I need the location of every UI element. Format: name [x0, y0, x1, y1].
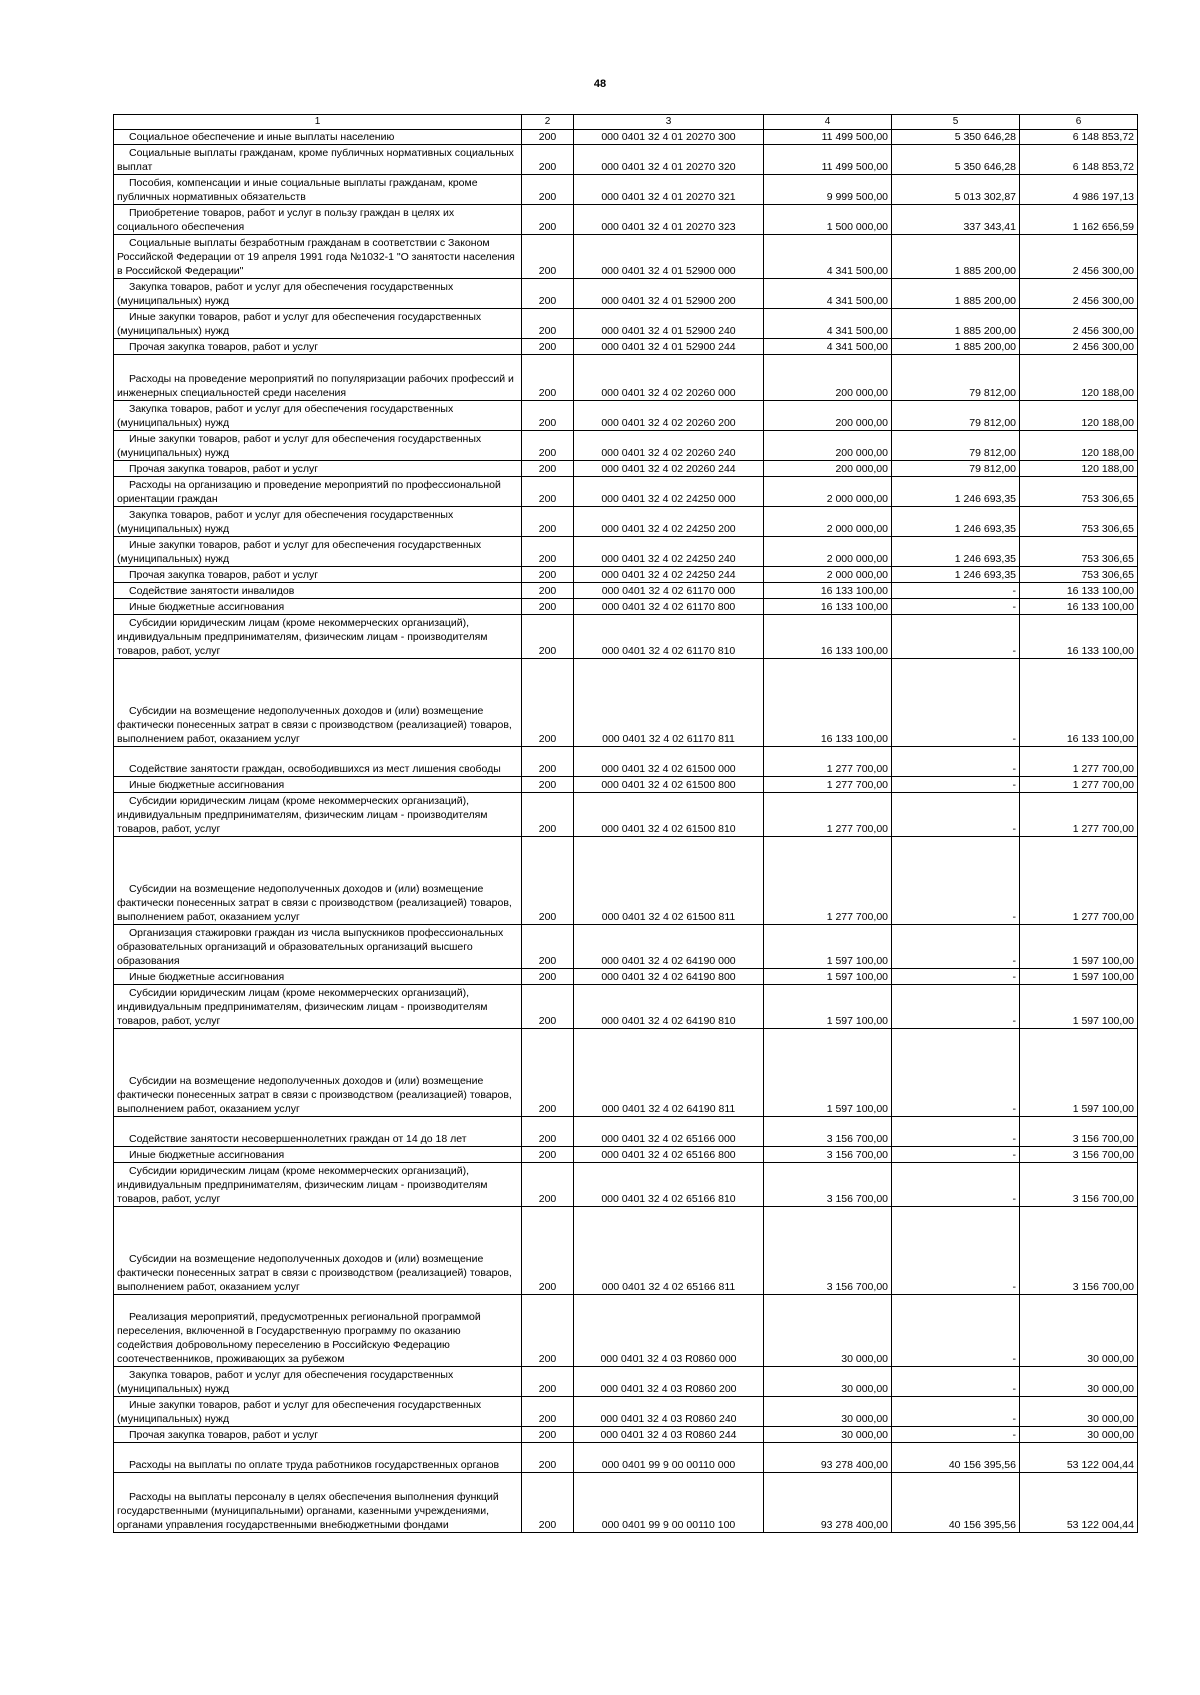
row-executed-amount: 40 156 395,56 [892, 1473, 1020, 1533]
row-kbk-cell: 000 0401 32 4 02 20260 000 [574, 355, 764, 401]
row-remaining-amount: 753 306,65 [1020, 477, 1138, 507]
row-plan-amount: 9 999 500,00 [764, 175, 892, 205]
row-kbk-cell: 000 0401 32 4 02 24250 240 [574, 537, 764, 567]
row-executed-amount: 1 885 200,00 [892, 279, 1020, 309]
row-kbk-cell: 000 0401 32 4 02 64190 000 [574, 925, 764, 969]
row-remaining-amount: 2 456 300,00 [1020, 279, 1138, 309]
budget-table [113, 114, 1138, 1533]
row-name-cell: Иные закупки товаров, работ и услуг для обеспечения государственных (муниципальных) нужд [114, 431, 522, 461]
row-executed-amount: 79 812,00 [892, 431, 1020, 461]
row-remaining-amount: 16 133 100,00 [1020, 599, 1138, 615]
row-kbk-cell: 000 0401 32 4 02 61170 811 [574, 659, 764, 747]
row-kbk-cell: 000 0401 32 4 02 61170 000 [574, 583, 764, 599]
row-name-cell: Субсидии на возмещение недополученных доходов и (или) возмещение фактически понесенных затрат в связи с производством (реализацией) товаров, выполнением работ, оказанием услуг [114, 659, 522, 747]
row-name-cell: Субсидии на возмещение недополученных доходов и (или) возмещение фактически понесенных затрат в связи с производством (реализацией) товаров, выполнением работ, оказанием услуг [114, 1207, 522, 1295]
row-plan-amount: 3 156 700,00 [764, 1117, 892, 1147]
row-name-cell: Приобретение товаров, работ и услуг в пользу граждан в целях их социального обеспечения [114, 205, 522, 235]
row-plan-amount: 3 156 700,00 [764, 1163, 892, 1207]
row-plan-amount: 16 133 100,00 [764, 583, 892, 599]
table-row [114, 507, 1138, 537]
row-code-cell: 200 [522, 567, 574, 583]
row-kbk-cell: 000 0401 32 4 02 61170 810 [574, 615, 764, 659]
table-row [114, 461, 1138, 477]
row-remaining-amount: 16 133 100,00 [1020, 615, 1138, 659]
row-plan-amount: 2 000 000,00 [764, 567, 892, 583]
table-row [114, 659, 1138, 747]
row-plan-amount: 4 341 500,00 [764, 339, 892, 355]
row-plan-amount: 30 000,00 [764, 1367, 892, 1397]
row-name-cell: Иные бюджетные ассигнования [114, 599, 522, 615]
row-remaining-amount: 3 156 700,00 [1020, 1207, 1138, 1295]
row-kbk-cell: 000 0401 32 4 01 52900 240 [574, 309, 764, 339]
row-name-cell: Иные закупки товаров, работ и услуг для обеспечения государственных (муниципальных) нужд [114, 1397, 522, 1427]
row-name-cell: Закупка товаров, работ и услуг для обеспечения государственных (муниципальных) нужд [114, 279, 522, 309]
table-row [114, 235, 1138, 279]
row-name-cell: Расходы на выплаты по оплате труда работников государственных органов [114, 1443, 522, 1473]
row-executed-amount: 40 156 395,56 [892, 1443, 1020, 1473]
column-header: 2 [522, 115, 574, 130]
table-row [114, 969, 1138, 985]
row-code-cell: 200 [522, 985, 574, 1029]
row-plan-amount: 200 000,00 [764, 461, 892, 477]
row-code-cell: 200 [522, 1473, 574, 1533]
row-code-cell: 200 [522, 599, 574, 615]
table-row [114, 205, 1138, 235]
row-remaining-amount: 30 000,00 [1020, 1397, 1138, 1427]
row-executed-amount: - [892, 659, 1020, 747]
row-executed-amount: - [892, 1147, 1020, 1163]
row-code-cell: 200 [522, 1295, 574, 1367]
row-executed-amount: 337 343,41 [892, 205, 1020, 235]
row-executed-amount: - [892, 793, 1020, 837]
row-kbk-cell: 000 0401 32 4 02 20260 200 [574, 401, 764, 431]
row-plan-amount: 1 597 100,00 [764, 1029, 892, 1117]
table-row [114, 583, 1138, 599]
row-name-cell: Субсидии на возмещение недополученных доходов и (или) возмещение фактически понесенных затрат в связи с производством (реализацией) товаров, выполнением работ, оказанием услуг [114, 1029, 522, 1117]
row-name-cell: Пособия, компенсации и иные социальные выплаты гражданам, кроме публичных нормативных обязательств [114, 175, 522, 205]
table-row [114, 279, 1138, 309]
column-header: 6 [1020, 115, 1138, 130]
row-name-cell: Закупка товаров, работ и услуг для обеспечения государственных (муниципальных) нужд [114, 507, 522, 537]
table-row [114, 1163, 1138, 1207]
row-remaining-amount: 120 188,00 [1020, 461, 1138, 477]
row-code-cell: 200 [522, 1397, 574, 1427]
table-row [114, 1207, 1138, 1295]
row-plan-amount: 2 000 000,00 [764, 537, 892, 567]
table-row [114, 777, 1138, 793]
row-kbk-cell: 000 0401 32 4 03 R0860 240 [574, 1397, 764, 1427]
row-executed-amount: - [892, 615, 1020, 659]
row-kbk-cell: 000 0401 32 4 02 20260 240 [574, 431, 764, 461]
row-executed-amount: 5 350 646,28 [892, 130, 1020, 145]
row-kbk-cell: 000 0401 32 4 03 R0860 200 [574, 1367, 764, 1397]
row-plan-amount: 16 133 100,00 [764, 615, 892, 659]
table-row [114, 339, 1138, 355]
row-name-cell: Субсидии юридическим лицам (кроме некоммерческих организаций), индивидуальным предпринимателям, физическим лицам - производителям товаров, работ, услуг [114, 793, 522, 837]
row-remaining-amount: 3 156 700,00 [1020, 1163, 1138, 1207]
table-row [114, 1295, 1138, 1367]
table-row [114, 309, 1138, 339]
row-kbk-cell: 000 0401 32 4 02 65166 800 [574, 1147, 764, 1163]
row-plan-amount: 4 341 500,00 [764, 279, 892, 309]
column-header: 4 [764, 115, 892, 130]
table-row [114, 1427, 1138, 1443]
row-code-cell: 200 [522, 925, 574, 969]
row-kbk-cell: 000 0401 32 4 02 65166 810 [574, 1163, 764, 1207]
row-remaining-amount: 120 188,00 [1020, 401, 1138, 431]
row-code-cell: 200 [522, 537, 574, 567]
row-remaining-amount: 6 148 853,72 [1020, 145, 1138, 175]
row-code-cell: 200 [522, 145, 574, 175]
row-plan-amount: 93 278 400,00 [764, 1443, 892, 1473]
table-row [114, 615, 1138, 659]
table-row [114, 1117, 1138, 1147]
row-code-cell: 200 [522, 461, 574, 477]
row-name-cell: Расходы на организацию и проведение мероприятий по профессиональной ориентации граждан [114, 477, 522, 507]
row-plan-amount: 2 000 000,00 [764, 507, 892, 537]
row-remaining-amount: 753 306,65 [1020, 507, 1138, 537]
table-row [114, 837, 1138, 925]
row-executed-amount: - [892, 1029, 1020, 1117]
row-plan-amount: 200 000,00 [764, 355, 892, 401]
row-name-cell: Содействие занятости граждан, освободившихся из мест лишения свободы [114, 747, 522, 777]
row-remaining-amount: 16 133 100,00 [1020, 659, 1138, 747]
row-remaining-amount: 1 597 100,00 [1020, 969, 1138, 985]
row-plan-amount: 1 597 100,00 [764, 969, 892, 985]
table-row [114, 431, 1138, 461]
row-executed-amount: - [892, 1397, 1020, 1427]
row-remaining-amount: 1 597 100,00 [1020, 1029, 1138, 1117]
row-name-cell: Прочая закупка товаров, работ и услуг [114, 567, 522, 583]
row-executed-amount: - [892, 925, 1020, 969]
column-header: 3 [574, 115, 764, 130]
row-kbk-cell: 000 0401 32 4 01 52900 000 [574, 235, 764, 279]
row-remaining-amount: 16 133 100,00 [1020, 583, 1138, 599]
row-code-cell: 200 [522, 477, 574, 507]
row-code-cell: 200 [522, 615, 574, 659]
row-kbk-cell: 000 0401 32 4 01 52900 200 [574, 279, 764, 309]
row-name-cell: Закупка товаров, работ и услуг для обеспечения государственных (муниципальных) нужд [114, 401, 522, 431]
row-plan-amount: 200 000,00 [764, 401, 892, 431]
table-row [114, 567, 1138, 583]
row-plan-amount: 16 133 100,00 [764, 659, 892, 747]
row-code-cell: 200 [522, 130, 574, 145]
row-kbk-cell: 000 0401 32 4 01 20270 300 [574, 130, 764, 145]
table-row [114, 1397, 1138, 1427]
row-plan-amount: 16 133 100,00 [764, 599, 892, 615]
row-code-cell: 200 [522, 837, 574, 925]
row-code-cell: 200 [522, 777, 574, 793]
row-executed-amount: - [892, 777, 1020, 793]
row-code-cell: 200 [522, 1117, 574, 1147]
table-row [114, 401, 1138, 431]
table-row [114, 985, 1138, 1029]
row-name-cell: Социальные выплаты гражданам, кроме публичных нормативных социальных выплат [114, 145, 522, 175]
table-row [114, 145, 1138, 175]
row-name-cell: Социальные выплаты безработным гражданам в соответствии с Законом Российской Федерации от 19 апреля 1991 года №1032-1 "О занятости населения в Российской Федерации" [114, 235, 522, 279]
row-plan-amount: 1 277 700,00 [764, 837, 892, 925]
page-number: 48 [593, 78, 607, 90]
row-plan-amount: 2 000 000,00 [764, 477, 892, 507]
row-kbk-cell: 000 0401 32 4 01 52900 244 [574, 339, 764, 355]
table-row [114, 793, 1138, 837]
row-code-cell: 200 [522, 1427, 574, 1443]
row-kbk-cell: 000 0401 32 4 02 65166 000 [574, 1117, 764, 1147]
row-kbk-cell: 000 0401 32 4 02 61170 800 [574, 599, 764, 615]
row-plan-amount: 11 499 500,00 [764, 130, 892, 145]
table-row [114, 355, 1138, 401]
row-name-cell: Иные закупки товаров, работ и услуг для обеспечения государственных (муниципальных) нужд [114, 309, 522, 339]
row-kbk-cell: 000 0401 32 4 02 64190 800 [574, 969, 764, 985]
row-name-cell: Иные закупки товаров, работ и услуг для обеспечения государственных (муниципальных) нужд [114, 537, 522, 567]
row-remaining-amount: 753 306,65 [1020, 537, 1138, 567]
row-plan-amount: 1 277 700,00 [764, 747, 892, 777]
row-code-cell: 200 [522, 659, 574, 747]
row-name-cell: Субсидии юридическим лицам (кроме некоммерческих организаций), индивидуальным предпринимателям, физическим лицам - производителям товаров, работ, услуг [114, 985, 522, 1029]
row-kbk-cell: 000 0401 32 4 02 65166 811 [574, 1207, 764, 1295]
table-row [114, 1147, 1138, 1163]
row-name-cell: Расходы на выплаты персоналу в целях обеспечения выполнения функций государственными (муниципальными) органами, казенными учреждениями, органами управления государственными внебюджетными фондами [114, 1473, 522, 1533]
table-row [114, 1473, 1138, 1533]
row-remaining-amount: 1 277 700,00 [1020, 793, 1138, 837]
row-remaining-amount: 30 000,00 [1020, 1367, 1138, 1397]
table-row [114, 1029, 1138, 1117]
row-kbk-cell: 000 0401 32 4 01 20270 323 [574, 205, 764, 235]
row-name-cell: Содействие занятости инвалидов [114, 583, 522, 599]
row-code-cell: 200 [522, 1207, 574, 1295]
row-kbk-cell: 000 0401 32 4 02 61500 000 [574, 747, 764, 777]
row-remaining-amount: 1 277 700,00 [1020, 837, 1138, 925]
row-code-cell: 200 [522, 1443, 574, 1473]
row-code-cell: 200 [522, 507, 574, 537]
row-executed-amount: - [892, 599, 1020, 615]
row-name-cell: Иные бюджетные ассигнования [114, 777, 522, 793]
row-code-cell: 200 [522, 401, 574, 431]
row-remaining-amount: 1 277 700,00 [1020, 747, 1138, 777]
row-name-cell: Социальное обеспечение и иные выплаты населению [114, 130, 522, 145]
row-remaining-amount: 1 162 656,59 [1020, 205, 1138, 235]
row-remaining-amount: 1 597 100,00 [1020, 925, 1138, 969]
row-executed-amount: - [892, 985, 1020, 1029]
row-executed-amount: 1 885 200,00 [892, 235, 1020, 279]
row-executed-amount: 1 885 200,00 [892, 339, 1020, 355]
row-plan-amount: 1 597 100,00 [764, 985, 892, 1029]
row-code-cell: 200 [522, 1029, 574, 1117]
row-code-cell: 200 [522, 355, 574, 401]
row-executed-amount: - [892, 1295, 1020, 1367]
table-body [114, 115, 1138, 1533]
row-code-cell: 200 [522, 235, 574, 279]
row-remaining-amount: 4 986 197,13 [1020, 175, 1138, 205]
row-remaining-amount: 1 277 700,00 [1020, 777, 1138, 793]
table-row [114, 1443, 1138, 1473]
row-code-cell: 200 [522, 969, 574, 985]
row-name-cell: Прочая закупка товаров, работ и услуг [114, 339, 522, 355]
table-row [114, 1367, 1138, 1397]
row-kbk-cell: 000 0401 32 4 02 24250 000 [574, 477, 764, 507]
row-code-cell: 200 [522, 1367, 574, 1397]
row-plan-amount: 1 277 700,00 [764, 777, 892, 793]
row-remaining-amount: 53 122 004,44 [1020, 1443, 1138, 1473]
row-executed-amount: 79 812,00 [892, 461, 1020, 477]
row-plan-amount: 1 597 100,00 [764, 925, 892, 969]
row-plan-amount: 93 278 400,00 [764, 1473, 892, 1533]
row-plan-amount: 30 000,00 [764, 1295, 892, 1367]
row-remaining-amount: 30 000,00 [1020, 1427, 1138, 1443]
row-executed-amount: - [892, 969, 1020, 985]
row-kbk-cell: 000 0401 99 9 00 00110 000 [574, 1443, 764, 1473]
table-row [114, 925, 1138, 969]
row-name-cell: Субсидии юридическим лицам (кроме некоммерческих организаций), индивидуальным предпринимателям, физическим лицам - производителям товаров, работ, услуг [114, 1163, 522, 1207]
column-header: 5 [892, 115, 1020, 130]
row-executed-amount: - [892, 1367, 1020, 1397]
row-executed-amount: 1 246 693,35 [892, 567, 1020, 583]
row-remaining-amount: 53 122 004,44 [1020, 1473, 1138, 1533]
row-name-cell: Реализация мероприятий, предусмотренных региональной программой переселения, включенной в Государственную программу по оказанию содействия добровольному переселению в Российскую Федерацию соотечественников, проживающих за рубежом [114, 1295, 522, 1367]
row-name-cell: Закупка товаров, работ и услуг для обеспечения государственных (муниципальных) нужд [114, 1367, 522, 1397]
row-plan-amount: 200 000,00 [764, 431, 892, 461]
row-name-cell: Организация стажировки граждан из числа выпускников профессиональных образовательных организаций и образовательных организаций высшего образования [114, 925, 522, 969]
row-plan-amount: 4 341 500,00 [764, 235, 892, 279]
row-name-cell: Иные бюджетные ассигнования [114, 1147, 522, 1163]
row-name-cell: Прочая закупка товаров, работ и услуг [114, 461, 522, 477]
row-remaining-amount: 30 000,00 [1020, 1295, 1138, 1367]
row-executed-amount: 1 885 200,00 [892, 309, 1020, 339]
row-name-cell: Прочая закупка товаров, работ и услуг [114, 1427, 522, 1443]
row-executed-amount: - [892, 583, 1020, 599]
table-row [114, 130, 1138, 145]
row-executed-amount: - [892, 837, 1020, 925]
row-executed-amount: 79 812,00 [892, 355, 1020, 401]
row-executed-amount: - [892, 747, 1020, 777]
row-code-cell: 200 [522, 279, 574, 309]
row-plan-amount: 11 499 500,00 [764, 145, 892, 175]
row-executed-amount: 1 246 693,35 [892, 507, 1020, 537]
row-executed-amount: - [892, 1427, 1020, 1443]
row-remaining-amount: 1 597 100,00 [1020, 985, 1138, 1029]
row-plan-amount: 1 500 000,00 [764, 205, 892, 235]
row-name-cell: Субсидии на возмещение недополученных доходов и (или) возмещение фактически понесенных затрат в связи с производством (реализацией) товаров, выполнением работ, оказанием услуг [114, 837, 522, 925]
table-header-row [114, 115, 1138, 130]
row-name-cell: Содействие занятости несовершеннолетних граждан от 14 до 18 лет [114, 1117, 522, 1147]
row-remaining-amount: 120 188,00 [1020, 355, 1138, 401]
row-code-cell: 200 [522, 339, 574, 355]
row-kbk-cell: 000 0401 32 4 03 R0860 244 [574, 1427, 764, 1443]
row-kbk-cell: 000 0401 32 4 01 20270 320 [574, 145, 764, 175]
row-remaining-amount: 3 156 700,00 [1020, 1147, 1138, 1163]
table-row [114, 599, 1138, 615]
row-executed-amount: 1 246 693,35 [892, 477, 1020, 507]
row-plan-amount: 30 000,00 [764, 1397, 892, 1427]
row-code-cell: 200 [522, 747, 574, 777]
row-kbk-cell: 000 0401 99 9 00 00110 100 [574, 1473, 764, 1533]
row-remaining-amount: 6 148 853,72 [1020, 130, 1138, 145]
row-remaining-amount: 2 456 300,00 [1020, 339, 1138, 355]
row-kbk-cell: 000 0401 32 4 02 61500 811 [574, 837, 764, 925]
row-kbk-cell: 000 0401 32 4 02 20260 244 [574, 461, 764, 477]
row-executed-amount: 79 812,00 [892, 401, 1020, 431]
row-remaining-amount: 3 156 700,00 [1020, 1117, 1138, 1147]
table-row [114, 747, 1138, 777]
row-executed-amount: 1 246 693,35 [892, 537, 1020, 567]
table-row [114, 537, 1138, 567]
row-plan-amount: 30 000,00 [764, 1427, 892, 1443]
row-plan-amount: 1 277 700,00 [764, 793, 892, 837]
row-kbk-cell: 000 0401 32 4 03 R0860 000 [574, 1295, 764, 1367]
row-remaining-amount: 2 456 300,00 [1020, 235, 1138, 279]
table-row [114, 175, 1138, 205]
row-remaining-amount: 120 188,00 [1020, 431, 1138, 461]
column-header: 1 [114, 115, 522, 130]
row-code-cell: 200 [522, 1147, 574, 1163]
row-kbk-cell: 000 0401 32 4 02 24250 200 [574, 507, 764, 537]
row-code-cell: 200 [522, 205, 574, 235]
row-code-cell: 200 [522, 309, 574, 339]
row-kbk-cell: 000 0401 32 4 02 64190 810 [574, 985, 764, 1029]
row-kbk-cell: 000 0401 32 4 02 61500 800 [574, 777, 764, 793]
row-code-cell: 200 [522, 175, 574, 205]
row-executed-amount: - [892, 1163, 1020, 1207]
row-kbk-cell: 000 0401 32 4 01 20270 321 [574, 175, 764, 205]
table-row [114, 477, 1138, 507]
row-name-cell: Расходы на проведение мероприятий по популяризации рабочих профессий и инженерных специальностей среди населения [114, 355, 522, 401]
row-code-cell: 200 [522, 431, 574, 461]
row-executed-amount: - [892, 1207, 1020, 1295]
row-code-cell: 200 [522, 793, 574, 837]
row-executed-amount: - [892, 1117, 1020, 1147]
row-name-cell: Иные бюджетные ассигнования [114, 969, 522, 985]
row-plan-amount: 3 156 700,00 [764, 1207, 892, 1295]
row-kbk-cell: 000 0401 32 4 02 61500 810 [574, 793, 764, 837]
row-plan-amount: 3 156 700,00 [764, 1147, 892, 1163]
row-remaining-amount: 2 456 300,00 [1020, 309, 1138, 339]
row-kbk-cell: 000 0401 32 4 02 24250 244 [574, 567, 764, 583]
row-executed-amount: 5 350 646,28 [892, 145, 1020, 175]
row-remaining-amount: 753 306,65 [1020, 567, 1138, 583]
row-code-cell: 200 [522, 583, 574, 599]
row-plan-amount: 4 341 500,00 [764, 309, 892, 339]
row-kbk-cell: 000 0401 32 4 02 64190 811 [574, 1029, 764, 1117]
row-executed-amount: 5 013 302,87 [892, 175, 1020, 205]
row-name-cell: Субсидии юридическим лицам (кроме некоммерческих организаций), индивидуальным предпринимателям, физическим лицам - производителям товаров, работ, услуг [114, 615, 522, 659]
row-code-cell: 200 [522, 1163, 574, 1207]
